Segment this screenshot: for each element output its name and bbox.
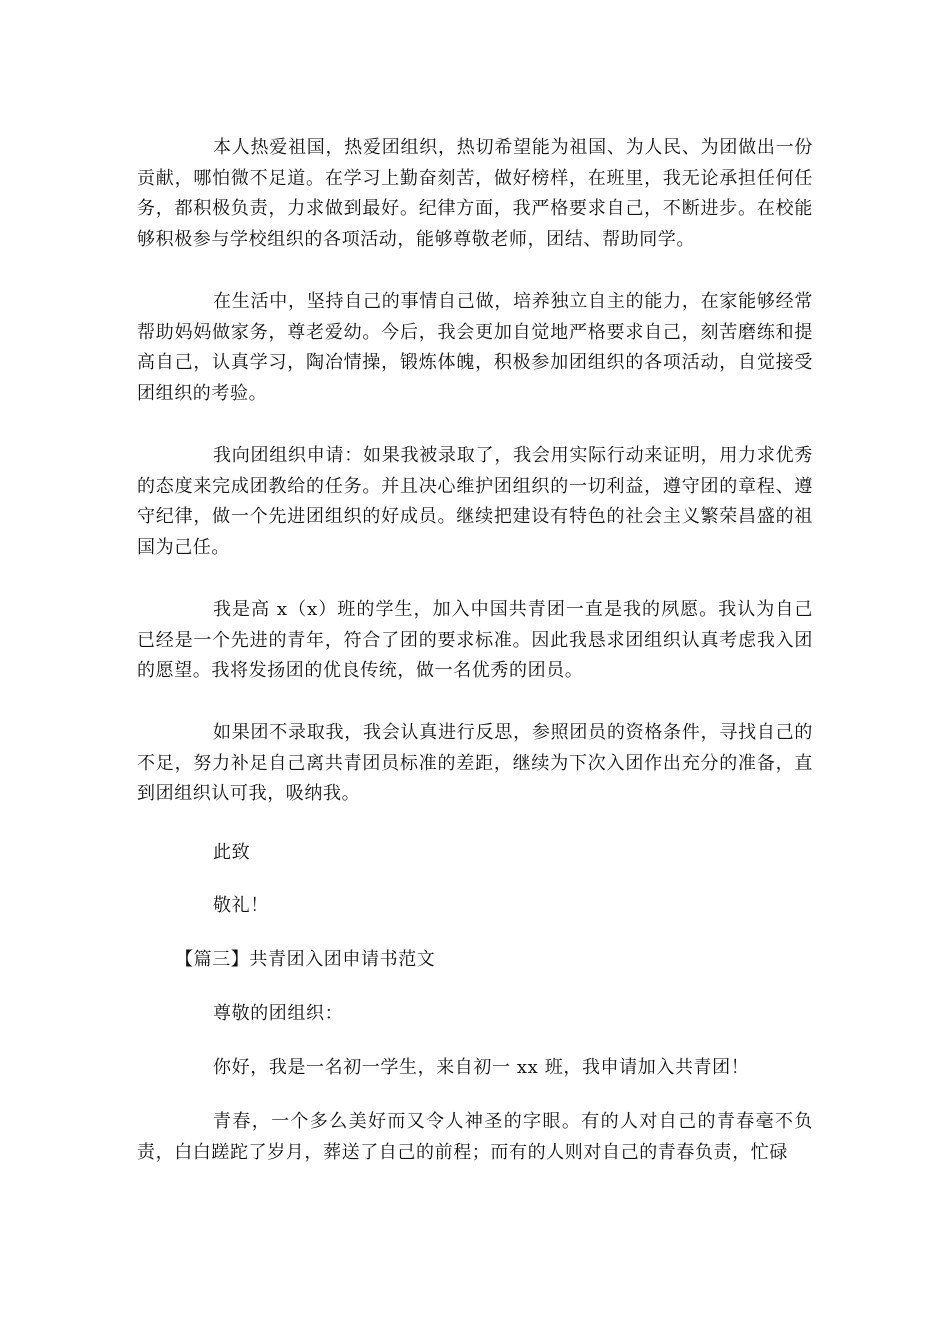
paragraph-5: 如果团不录取我，我会认真进行反思，参照团员的资格条件，寻找自己的不足，努力补足自己离共青团员标准的差距，继续为下次入团作出充分的准备，直到团组织认可我，吸纳我。	[137, 722, 813, 804]
paragraph-1: 本人热爱祖国，热爱团组织，热切希望能为祖国、为人民、为团做出一份贡献，哪怕微不足道。在学习上勤奋刻苦，做好榜样，在班里，我无论承担任何任务，都积极负责，力求做到最好。纪律方面，我严格要求自己，不断进步。在校能够积极参与学校组织的各项活动，能够尊敬老师，团结、帮助同学。	[137, 137, 813, 250]
closing-cizhi: 此致	[213, 842, 251, 863]
section-heading: 【篇三】共青团入团申请书范文	[175, 949, 436, 970]
closing-jingli: 敬礼！	[213, 895, 269, 916]
salutation: 尊敬的团组织：	[213, 1003, 344, 1024]
paragraph-2: 在生活中，坚持自己的事情自己做，培养独立自主的能力，在家能够经常帮助妈妈做家务，尊老爱幼。今后，我会更加自觉地严格要求自己，刻苦磨练和提高自己，认真学习，陶冶情操，锻炼体魄，积极参加团组织的各项活动，自觉接受团组织的考验。	[137, 291, 813, 404]
paragraph-3: 我向团组织申请：如果我被录取了，我会用实际行动来证明，用力求优秀的态度来完成团教给的任务。并且决心维护团组织的一切利益，遵守团的章程、遵守纪律，做一个先进团组织的好成员。继续把建设有特色的社会主义繁荣昌盛的祖国为己任。	[137, 445, 813, 558]
paragraph-4: 我是高 x（x）班的学生，加入中国共青团一直是我的夙愿。我认为自己已经是一个先进的青年，符合了团的要求标准。因此我恳求团组织认真考虑我入团的愿望。我将发扬团的优良传统，做一名优秀的团员。	[137, 599, 813, 681]
greeting-line: 你好，我是一名初一学生，来自初一 xx 班，我申请加入共青团！	[213, 1057, 750, 1078]
final-paragraph: 青春，一个多么美好而又令人神圣的字眼。有的人对自己的青春毫不负责，白白蹉跎了岁月，葬送了自己的前程；而有的人则对自己的青春负责，忙碌	[137, 1111, 813, 1163]
